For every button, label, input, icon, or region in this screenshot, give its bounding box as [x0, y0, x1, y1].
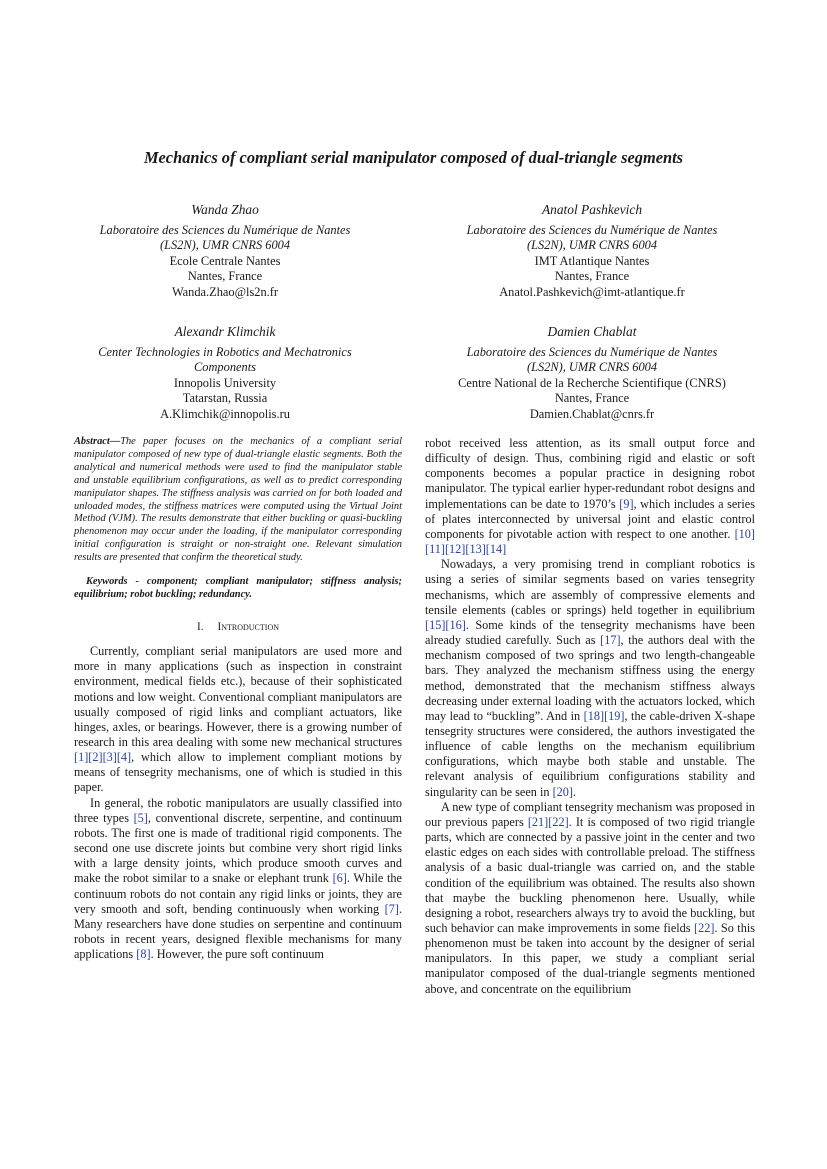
- text-run: , the cable-driven X-shape tensegrity structures were considered, the authors investigated the influence of cable lengths on the mechanism equilibrium configurations, which maybe both stable and unstable. The relevant analysis of equilibrium configurations stability and singularity can be seen in: [425, 708, 756, 799]
- text-run: . It is composed of two rigid triangle parts, which are connected by a passive joint in the center and two elastic edges on each sides with controllable preload. The stiffness analysis of a basic dual-triangle was carried on, and the stable condition of the equilibrium was obtained. The results also shown that maybe the buckling phenomenon here. Usually, while designing a robot, researchers always try to avoid the buckling, but such behavior can make improvements in some fields: [425, 814, 755, 935]
- author-location: Nantes, France: [187, 269, 263, 283]
- author-email: Damien.Chablat@cnrs.fr: [529, 406, 655, 421]
- author-institution: Innopolis University: [173, 375, 277, 390]
- author-email: Wanda.Zhao@ls2n.fr: [171, 284, 279, 299]
- text-run: Nowadays, a very promising trend in compliant robotics is using a series of similar segments based on varies tensegrity mechanisms, which are assembly of compressive elements and tensile elements (cables or springs) held together in equilibrium: [425, 557, 755, 617]
- author-affiliation: Laboratoire des Sciences du Numérique de Nantes: [466, 222, 718, 237]
- text-run: , which includes a series of plates interconnected by universal joint and elastic control components for pivotable action with respect to one another.: [425, 496, 755, 541]
- text-run: , conventional discrete, serpentine, and continuum robots. The first one is made of traditional rigid components. The second one use discrete joints but combine very short rigid links with a large density joints, which produce smooth curves and make the robot similar to a snake or elephant trunk: [74, 810, 402, 886]
- text-run: Currently, compliant serial manipulators are used more and more in many applications (such as inspection in constraint environment, medical fields etc.), because of their sophisticated motions and low weight. Conventional compliant manipulators are usually composed of rigid links and compliant actuators, like hinges, axles, or bearings. However, there is a growing number of research in this area dealing with some new mechanical structures: [74, 644, 402, 749]
- citation-link[interactable]: [6]: [332, 871, 347, 886]
- author-institution: Ecole Centrale Nantes: [169, 253, 281, 268]
- citation-link[interactable]: [5]: [133, 810, 148, 825]
- keywords: Keywords - component; compliant manipulator; stiffness analysis; equilibrium; robot buckling; redundancy.: [74, 576, 402, 600]
- author-name: Anatol Pashkevich: [541, 202, 643, 217]
- section-title: Introduction: [217, 620, 279, 633]
- author-name: Wanda Zhao: [191, 202, 259, 217]
- author-location: Nantes, France: [554, 269, 630, 283]
- body-paragraph: [425, 557, 755, 800]
- citation-link[interactable]: [22]: [694, 921, 715, 935]
- citation-link[interactable]: [7]: [384, 901, 399, 916]
- text-run: . While the continuum robots do not contain any rigid links or joints, they are very smooth and soft, bending continuously when working: [74, 871, 402, 916]
- author-affiliation: Laboratoire des Sciences du Numérique de Nantes: [466, 344, 718, 359]
- author-affiliation: Center Technologies in Robotics and Mechatronics: [98, 344, 352, 359]
- citation-link[interactable]: [17]: [600, 633, 621, 648]
- citation-link[interactable]: [18][19]: [583, 708, 625, 723]
- citation-link[interactable]: [20]: [552, 784, 573, 799]
- text-run: , which allow to implement compliant motions by means of tensegrity mechanisms, one of which is studied in this paper.: [74, 750, 402, 795]
- text-run: . Many researchers have done studies on serpentine and continuum robots in recent years, designed flexible mechanisms for many applications: [74, 901, 402, 962]
- text-run: . However, the pure soft continuum: [150, 947, 324, 962]
- author-block-1: [60, 202, 390, 300]
- citation-link[interactable]: [1][2][3][4]: [74, 750, 132, 765]
- author-institution: IMT Atlantique Nantes: [534, 253, 650, 268]
- author-name: Damien Chablat: [547, 324, 637, 339]
- author-location: Nantes, France: [554, 391, 630, 405]
- right-column: [425, 436, 755, 997]
- author-institution: Centre National de la Recherche Scientifique (CNRS): [458, 375, 726, 390]
- author-affiliation: Components: [194, 360, 256, 374]
- text-run: robot received less attention, as its small output force and difficulty of design. Thus, combining rigid and elastic or soft components becomes a popular practice in designing robot manipulator. The typical earlier hyper-redundant robot designs and implementations can be date to 1970’s: [425, 436, 755, 511]
- author-affiliation: Laboratoire des Sciences du Numérique de Nantes: [99, 222, 351, 237]
- paper-title: Mechanics of compliant serial manipulator composed of dual-triangle segments: [143, 148, 684, 167]
- body-paragraph: [74, 796, 402, 963]
- author-name: Alexandr Klimchik: [174, 324, 276, 339]
- author-affiliation: (LS2N), UMR CNRS 6004: [526, 238, 658, 252]
- body-paragraph: [74, 644, 402, 796]
- section-heading: [74, 620, 402, 635]
- citation-link[interactable]: [15][16]: [425, 617, 466, 632]
- author-block-4: [427, 324, 757, 422]
- text-run: . Some kinds of the tensegrity mechanisms have been already studied carefully. Such as: [425, 617, 755, 648]
- author-location: Tatarstan, Russia: [182, 391, 268, 405]
- body-paragraph: [425, 800, 755, 997]
- author-email: A.Klimchik@innopolis.ru: [160, 406, 290, 421]
- section-number: I.: [196, 620, 204, 633]
- left-column: [74, 436, 402, 962]
- abstract-label: Abstract—: [74, 436, 121, 447]
- text-run: , the authors deal with the mechanism composed of two springs and two length-changeable bars. They analyzed the mechanism stiffness using the energy method, demonstrated that the mechanism stiffness always decreasing under external loading with the actuators locked, which may lead to “buckling”. And in: [425, 633, 755, 723]
- author-affiliation: (LS2N), UMR CNRS 6004: [159, 238, 291, 252]
- text-run: . So this phenomenon must be taken into account by the designer of serial manipulators. In this paper, we study a compliant serial manipulator composed of the dual-triangle segments mentioned above, and concentrate on the equilibrium: [425, 921, 755, 996]
- author-block-3: [60, 324, 390, 422]
- abstract: [74, 436, 402, 565]
- text-run: .: [573, 784, 577, 799]
- citation-link[interactable]: [8]: [136, 947, 151, 962]
- citation-link[interactable]: [21][22]: [527, 814, 569, 829]
- abstract-text: The paper focuses on the mechanics of a compliant serial manipulator composed of new type of dual-triangle elastic segments. Both the analytical and numerical methods were used to find the manipulator stable and unstable equilibrium configurations, as well as to predict corresponding manipulator shapes. The stiffness analysis was carried on for both loaded and unloaded modes, the stiffness matrices were computed using the Virtual Joint Method (VJM). The results demonstrate that either buckling or quasi-buckling phenomenon may occur under the loading, if the manipulator corresponding initial configuration is straight or non-straight one. Relevant simulation results are presented that confirm the theoretical study.: [74, 436, 402, 564]
- citation-link[interactable]: [9]: [619, 496, 634, 511]
- body-paragraph: [425, 436, 755, 557]
- author-email: Anatol.Pashkevich@imt-atlantique.fr: [499, 284, 685, 299]
- author-affiliation: (LS2N), UMR CNRS 6004: [526, 360, 658, 374]
- citation-link[interactable]: [10][11][12][13][14]: [425, 526, 755, 557]
- text-run: A new type of compliant tensegrity mechanism was proposed in our previous papers: [425, 799, 756, 829]
- text-run: In general, the robotic manipulators are usually classified into three types: [74, 795, 402, 825]
- author-block-2: [427, 202, 757, 300]
